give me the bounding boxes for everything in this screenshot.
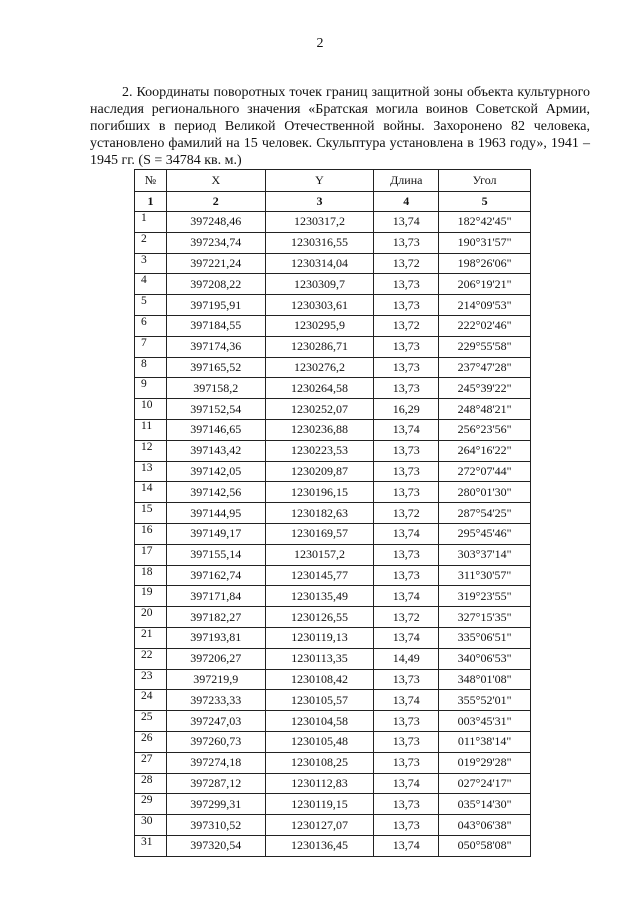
angle-cell: 264°16'22" — [439, 440, 531, 461]
angle-cell: 335°06'51" — [439, 627, 531, 648]
y-cell: 1230286,71 — [265, 336, 374, 357]
coordinates-table — [134, 169, 531, 857]
length-cell: 13,73 — [374, 336, 439, 357]
x-cell: 397162,74 — [166, 565, 265, 586]
y-cell: 1230169,57 — [265, 523, 374, 544]
x-cell: 397174,36 — [166, 336, 265, 357]
y-cell: 1230108,42 — [265, 669, 374, 690]
x-cell: 397155,14 — [166, 544, 265, 565]
table-row — [135, 336, 531, 357]
y-cell: 1230157,2 — [265, 544, 374, 565]
table-row — [135, 773, 531, 794]
point-number-cell: 1 — [135, 212, 167, 233]
x-cell: 397149,17 — [166, 523, 265, 544]
y-cell: 1230317,2 — [265, 212, 374, 233]
point-number-cell: 28 — [135, 773, 167, 794]
angle-cell: 245°39'22" — [439, 378, 531, 399]
table-row — [135, 627, 531, 648]
length-cell: 13,74 — [374, 212, 439, 233]
table-row — [135, 586, 531, 607]
y-cell: 1230223,53 — [265, 440, 374, 461]
x-cell: 397299,31 — [166, 794, 265, 815]
y-cell: 1230113,35 — [265, 648, 374, 669]
point-number-cell: 22 — [135, 648, 167, 669]
point-number-cell: 3 — [135, 253, 167, 274]
y-cell: 1230135,49 — [265, 586, 374, 607]
length-cell: 13,72 — [374, 315, 439, 336]
length-cell: 13,73 — [374, 357, 439, 378]
y-cell: 1230119,15 — [265, 794, 374, 815]
column-number-row — [135, 192, 531, 212]
table-row — [135, 752, 531, 773]
length-cell: 16,29 — [374, 399, 439, 420]
x-cell: 397206,27 — [166, 648, 265, 669]
column-number: 5 — [439, 192, 531, 212]
length-cell: 13,73 — [374, 461, 439, 482]
header-angle: Угол — [439, 170, 531, 192]
x-cell: 397233,33 — [166, 690, 265, 711]
x-cell: 397144,95 — [166, 503, 265, 524]
header-y: Y — [265, 170, 374, 192]
length-cell: 13,73 — [374, 669, 439, 690]
length-cell: 13,72 — [374, 253, 439, 274]
table-row — [135, 232, 531, 253]
length-cell: 13,74 — [374, 773, 439, 794]
y-cell: 1230108,25 — [265, 752, 374, 773]
length-cell: 13,73 — [374, 274, 439, 295]
x-cell: 397248,46 — [166, 212, 265, 233]
table-row — [135, 794, 531, 815]
length-cell: 13,73 — [374, 794, 439, 815]
y-cell: 1230104,58 — [265, 711, 374, 732]
angle-cell: 303°37'14" — [439, 544, 531, 565]
angle-cell: 214°09'53" — [439, 295, 531, 316]
y-cell: 1230105,48 — [265, 731, 374, 752]
point-number-cell: 15 — [135, 503, 167, 524]
angle-cell: 182°42'45" — [439, 212, 531, 233]
y-cell: 1230145,77 — [265, 565, 374, 586]
table-row — [135, 607, 531, 628]
x-cell: 397274,18 — [166, 752, 265, 773]
table-row — [135, 815, 531, 836]
angle-cell: 248°48'21" — [439, 399, 531, 420]
length-cell: 13,74 — [374, 690, 439, 711]
point-number-cell: 19 — [135, 586, 167, 607]
column-number: 4 — [374, 192, 439, 212]
point-number-cell: 25 — [135, 711, 167, 732]
length-cell: 13,73 — [374, 731, 439, 752]
x-cell: 397310,52 — [166, 815, 265, 836]
x-cell: 397184,55 — [166, 315, 265, 336]
x-cell: 397146,65 — [166, 419, 265, 440]
angle-cell: 198°26'06" — [439, 253, 531, 274]
length-cell: 13,74 — [374, 835, 439, 856]
y-cell: 1230196,15 — [265, 482, 374, 503]
column-number: 1 — [135, 192, 167, 212]
x-cell: 397142,56 — [166, 482, 265, 503]
length-cell: 14,49 — [374, 648, 439, 669]
y-cell: 1230276,2 — [265, 357, 374, 378]
point-number-cell: 11 — [135, 419, 167, 440]
point-number-cell: 6 — [135, 315, 167, 336]
x-cell: 397320,54 — [166, 835, 265, 856]
section-heading: 2. Координаты поворотных точек границ защитной зоны объекта культурного наследия регионального значения «Братская могила воинов Советской Армии, погибших в период Великой Отечественной войны. Захоронено 82 человека, установлено фамилий на 15 человек. Скульптура установлена в 1963 году», 1941 – 1945 гг. (S = 34784 кв. м.) — [90, 85, 590, 168]
point-number-cell: 8 — [135, 357, 167, 378]
header-number: № — [135, 170, 167, 192]
y-cell: 1230182,63 — [265, 503, 374, 524]
table-row — [135, 482, 531, 503]
y-cell: 1230105,57 — [265, 690, 374, 711]
x-cell: 397287,12 — [166, 773, 265, 794]
table-header-row — [135, 170, 531, 192]
length-cell: 13,73 — [374, 378, 439, 399]
angle-cell: 280°01'30" — [439, 482, 531, 503]
table-row — [135, 731, 531, 752]
table-row — [135, 711, 531, 732]
angle-cell: 003°45'31" — [439, 711, 531, 732]
table-row — [135, 648, 531, 669]
x-cell: 397247,03 — [166, 711, 265, 732]
point-number-cell: 2 — [135, 232, 167, 253]
angle-cell: 237°47'28" — [439, 357, 531, 378]
point-number-cell: 7 — [135, 336, 167, 357]
length-cell: 13,73 — [374, 565, 439, 586]
table-row — [135, 274, 531, 295]
header-x: X — [166, 170, 265, 192]
y-cell: 1230127,07 — [265, 815, 374, 836]
table-body — [135, 212, 531, 857]
table-row — [135, 212, 531, 233]
table-row — [135, 544, 531, 565]
angle-cell: 287°54'25" — [439, 503, 531, 524]
point-number-cell: 24 — [135, 690, 167, 711]
length-cell: 13,74 — [374, 586, 439, 607]
angle-cell: 340°06'53" — [439, 648, 531, 669]
table-row — [135, 690, 531, 711]
table-row — [135, 565, 531, 586]
y-cell: 1230314,04 — [265, 253, 374, 274]
y-cell: 1230264,58 — [265, 378, 374, 399]
point-number-cell: 17 — [135, 544, 167, 565]
angle-cell: 295°45'46" — [439, 523, 531, 544]
length-cell: 13,74 — [374, 523, 439, 544]
table-row — [135, 399, 531, 420]
point-number-cell: 12 — [135, 440, 167, 461]
x-cell: 397260,73 — [166, 731, 265, 752]
point-number-cell: 23 — [135, 669, 167, 690]
point-number-cell: 4 — [135, 274, 167, 295]
angle-cell: 348°01'08" — [439, 669, 531, 690]
length-cell: 13,73 — [374, 711, 439, 732]
angle-cell: 311°30'57" — [439, 565, 531, 586]
y-cell: 1230309,7 — [265, 274, 374, 295]
x-cell: 397158,2 — [166, 378, 265, 399]
y-cell: 1230252,07 — [265, 399, 374, 420]
y-cell: 1230112,83 — [265, 773, 374, 794]
length-cell: 13,74 — [374, 419, 439, 440]
y-cell: 1230136,45 — [265, 835, 374, 856]
angle-cell: 019°29'28" — [439, 752, 531, 773]
table-row — [135, 440, 531, 461]
length-cell: 13,73 — [374, 752, 439, 773]
point-number-cell: 31 — [135, 835, 167, 856]
table-row — [135, 461, 531, 482]
length-cell: 13,73 — [374, 544, 439, 565]
table-row — [135, 523, 531, 544]
x-cell: 397171,84 — [166, 586, 265, 607]
x-cell: 397182,27 — [166, 607, 265, 628]
length-cell: 13,73 — [374, 440, 439, 461]
y-cell: 1230295,9 — [265, 315, 374, 336]
angle-cell: 050°58'08" — [439, 835, 531, 856]
point-number-cell: 14 — [135, 482, 167, 503]
header-length: Длина — [374, 170, 439, 192]
table-row — [135, 253, 531, 274]
point-number-cell: 9 — [135, 378, 167, 399]
table-row — [135, 315, 531, 336]
x-cell: 397195,91 — [166, 295, 265, 316]
angle-cell: 222°02'46" — [439, 315, 531, 336]
table-row — [135, 503, 531, 524]
column-number: 3 — [265, 192, 374, 212]
column-number: 2 — [166, 192, 265, 212]
x-cell: 397143,42 — [166, 440, 265, 461]
table-row — [135, 835, 531, 856]
angle-cell: 319°23'55" — [439, 586, 531, 607]
table-row — [135, 419, 531, 440]
y-cell: 1230316,55 — [265, 232, 374, 253]
y-cell: 1230303,61 — [265, 295, 374, 316]
length-cell: 13,72 — [374, 503, 439, 524]
point-number-cell: 18 — [135, 565, 167, 586]
angle-cell: 190°31'57" — [439, 232, 531, 253]
point-number-cell: 20 — [135, 607, 167, 628]
x-cell: 397152,54 — [166, 399, 265, 420]
angle-cell: 011°38'14" — [439, 731, 531, 752]
length-cell: 13,73 — [374, 482, 439, 503]
table-row — [135, 378, 531, 399]
length-cell: 13,73 — [374, 815, 439, 836]
angle-cell: 272°07'44" — [439, 461, 531, 482]
angle-cell: 355°52'01" — [439, 690, 531, 711]
angle-cell: 256°23'56" — [439, 419, 531, 440]
page-number: 2 — [316, 36, 324, 51]
point-number-cell: 5 — [135, 295, 167, 316]
angle-cell: 229°55'58" — [439, 336, 531, 357]
x-cell: 397165,52 — [166, 357, 265, 378]
length-cell: 13,73 — [374, 232, 439, 253]
point-number-cell: 30 — [135, 815, 167, 836]
table-row — [135, 669, 531, 690]
length-cell: 13,73 — [374, 295, 439, 316]
y-cell: 1230119,13 — [265, 627, 374, 648]
table-row — [135, 357, 531, 378]
x-cell: 397221,24 — [166, 253, 265, 274]
angle-cell: 206°19'21" — [439, 274, 531, 295]
length-cell: 13,74 — [374, 627, 439, 648]
point-number-cell: 27 — [135, 752, 167, 773]
y-cell: 1230126,55 — [265, 607, 374, 628]
angle-cell: 327°15'35" — [439, 607, 531, 628]
length-cell: 13,72 — [374, 607, 439, 628]
point-number-cell: 29 — [135, 794, 167, 815]
x-cell: 397142,05 — [166, 461, 265, 482]
x-cell: 397208,22 — [166, 274, 265, 295]
y-cell: 1230236,88 — [265, 419, 374, 440]
point-number-cell: 13 — [135, 461, 167, 482]
x-cell: 397219,9 — [166, 669, 265, 690]
table-row — [135, 295, 531, 316]
point-number-cell: 16 — [135, 523, 167, 544]
x-cell: 397193,81 — [166, 627, 265, 648]
point-number-cell: 10 — [135, 399, 167, 420]
angle-cell: 027°24'17" — [439, 773, 531, 794]
point-number-cell: 26 — [135, 731, 167, 752]
angle-cell: 035°14'30" — [439, 794, 531, 815]
angle-cell: 043°06'38" — [439, 815, 531, 836]
y-cell: 1230209,87 — [265, 461, 374, 482]
x-cell: 397234,74 — [166, 232, 265, 253]
point-number-cell: 21 — [135, 627, 167, 648]
